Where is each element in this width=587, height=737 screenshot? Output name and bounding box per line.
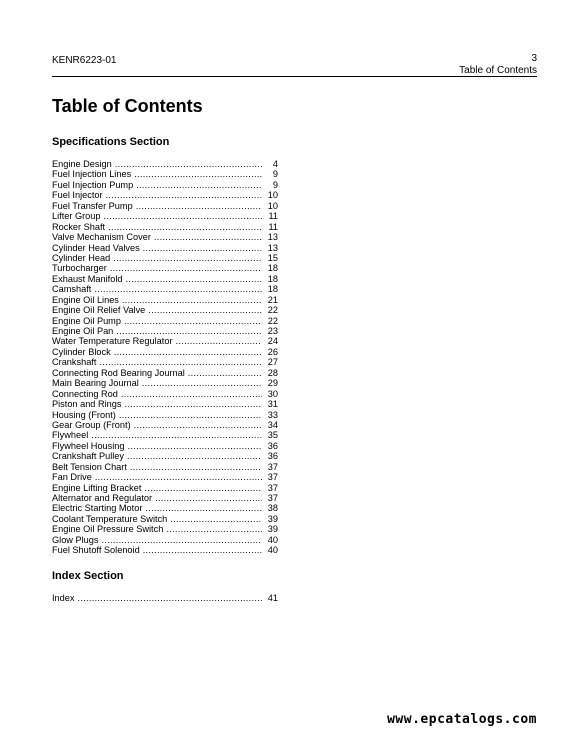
header-rule: [52, 76, 537, 77]
toc-entry-label: Connecting Rod Bearing Journal: [52, 367, 185, 378]
toc-entry-label: Alternator and Regulator: [52, 493, 153, 503]
toc-entry[interactable]: [52, 169, 278, 179]
toc-leader-dots: [113, 253, 262, 263]
toc-leader-dots: [91, 430, 262, 440]
toc-entry-label: Belt Tension Chart: [52, 461, 127, 472]
toc-entry[interactable]: [52, 326, 278, 336]
toc-entry-label: Main Bearing Journal: [52, 378, 139, 389]
toc-leader-dots: [110, 263, 262, 273]
toc-entry-label: Fuel Injection Lines: [52, 169, 132, 180]
toc-entry-label: Rocker Shaft: [52, 221, 106, 232]
toc-entry-label: Valve Mechanism Cover: [52, 232, 151, 243]
toc-leader-dots: [143, 545, 262, 555]
toc-entry-label: Engine Oil Lines: [52, 294, 119, 305]
toc-entry-page: 40: [267, 545, 278, 556]
toc-leader-dots: [170, 514, 262, 524]
toc-leader-dots: [127, 451, 262, 461]
toc-leader-dots: [148, 305, 262, 315]
toc-entry-label: Cylinder Block: [52, 346, 111, 357]
toc-entry-label: Electric Starting Motor: [52, 503, 143, 514]
toc-leader-dots: [122, 295, 262, 305]
toc-entry-label: Flywheel Housing: [52, 440, 125, 451]
toc-entry[interactable]: [52, 441, 278, 451]
toc-entry-page: 37: [267, 472, 278, 483]
toc-entry-page: 13: [267, 242, 278, 253]
toc-entry[interactable]: [52, 347, 278, 357]
toc-entry[interactable]: [52, 462, 278, 472]
toc-leader-dots: [136, 180, 262, 190]
toc-entry-label: Cylinder Head: [52, 252, 111, 263]
toc-entry[interactable]: [52, 263, 278, 273]
toc-entry-page: 21: [267, 294, 278, 305]
toc-entry-label: Flywheel: [52, 430, 89, 441]
toc-entry[interactable]: [52, 274, 278, 284]
toc-entry-label: Fuel Injection Pump: [52, 179, 134, 190]
toc-entry[interactable]: [52, 222, 278, 232]
toc-entry-label: Index: [52, 593, 75, 603]
toc-entry-label: Piston and Rings: [52, 399, 122, 410]
toc-entry-page: 37: [267, 482, 278, 493]
specifications-section-heading: Specifications Section: [52, 136, 170, 148]
toc-entry-page: 15: [267, 252, 278, 263]
toc-entry-label: Crankshaft: [52, 357, 97, 368]
watermark: www.epcatalogs.com: [387, 712, 537, 727]
toc-entry-page: 30: [267, 388, 278, 399]
toc-entry-label: Cylinder Head Valves: [52, 242, 140, 253]
toc-leader-dots: [144, 483, 262, 493]
toc-entry[interactable]: [52, 472, 278, 482]
toc-entry-page: 41: [267, 593, 278, 603]
toc-entry-label: Engine Design: [52, 159, 112, 169]
toc-leader-dots: [114, 347, 262, 357]
toc-leader-dots: [99, 357, 262, 367]
toc-entry-page: 9: [272, 179, 278, 190]
toc-leader-dots: [142, 378, 262, 388]
running-title: Table of Contents: [459, 65, 537, 76]
toc-entry[interactable]: [52, 483, 278, 493]
toc-entry-page: 37: [267, 461, 278, 472]
toc-entry-page: 39: [267, 524, 278, 535]
toc-leader-dots: [176, 336, 262, 346]
toc-leader-dots: [166, 524, 262, 534]
toc-entry[interactable]: [52, 514, 278, 524]
toc-entry-page: 18: [267, 273, 278, 284]
toc-entry-page: 27: [267, 357, 278, 368]
toc-entry-label: Fuel Transfer Pump: [52, 200, 133, 211]
toc-entry-page: 22: [267, 305, 278, 316]
toc-leader-dots: [188, 368, 262, 378]
index-section-heading: Index Section: [52, 570, 124, 582]
toc-leader-dots: [94, 284, 262, 294]
toc-leader-dots: [106, 190, 262, 200]
toc-entry-label: Housing (Front): [52, 409, 116, 420]
toc-entry[interactable]: [52, 316, 278, 326]
toc-entry[interactable]: [52, 211, 278, 221]
index-toc-list: [52, 593, 278, 603]
toc-entry[interactable]: [52, 243, 278, 253]
toc-entry-page: 31: [267, 399, 278, 410]
toc-entry-page: 22: [267, 315, 278, 326]
toc-leader-dots: [155, 493, 262, 503]
toc-entry-label: Engine Oil Pump: [52, 315, 121, 326]
toc-entry-page: 18: [267, 263, 278, 274]
toc-leader-dots: [121, 389, 262, 399]
toc-entry-label: Engine Lifting Bracket: [52, 482, 142, 493]
toc-entry[interactable]: [52, 253, 278, 263]
toc-entry-page: 23: [267, 326, 278, 336]
toc-entry[interactable]: [52, 201, 278, 211]
toc-entry[interactable]: [52, 503, 278, 513]
toc-entry[interactable]: [52, 159, 278, 169]
toc-entry-page: 28: [267, 367, 278, 378]
toc-leader-dots: [108, 222, 262, 232]
toc-entry-page: 40: [267, 534, 278, 545]
toc-entry-page: 11: [268, 221, 278, 232]
toc-entry-label: Camshaft: [52, 284, 92, 295]
toc-entry-page: 38: [267, 503, 278, 514]
toc-leader-dots: [154, 232, 262, 242]
toc-entry-page: 10: [267, 200, 278, 211]
page-number: 3: [531, 53, 537, 64]
toc-entry[interactable]: [52, 545, 278, 555]
toc-entry[interactable]: [52, 295, 278, 305]
toc-entry[interactable]: [52, 305, 278, 315]
toc-entry[interactable]: [52, 368, 278, 378]
toc-entry[interactable]: [52, 378, 278, 388]
page-title: Table of Contents: [52, 96, 203, 116]
header-right: [459, 53, 537, 77]
toc-leader-dots: [101, 535, 262, 545]
toc-leader-dots: [134, 169, 262, 179]
document-number: KENR6223-01: [52, 55, 117, 66]
toc-entry-label: Lifter Group: [52, 211, 101, 222]
toc-entry[interactable]: [52, 284, 278, 294]
toc-entry-label: Exhaust Manifold: [52, 273, 123, 284]
toc-leader-dots: [115, 159, 262, 169]
toc-entry-page: 36: [267, 451, 278, 462]
toc-leader-dots: [124, 399, 262, 409]
toc-entry[interactable]: [52, 535, 278, 545]
toc-entry-page: 13: [267, 232, 278, 243]
toc-entry[interactable]: [52, 232, 278, 242]
toc-entry-page: 39: [267, 513, 278, 524]
toc-entry-page: 35: [267, 430, 278, 441]
toc-leader-dots: [104, 211, 262, 221]
toc-leader-dots: [136, 201, 262, 211]
toc-entry-label: Connecting Rod: [52, 388, 118, 399]
toc-entry[interactable]: [52, 420, 278, 430]
toc-leader-dots: [125, 274, 262, 284]
toc-leader-dots: [77, 593, 262, 603]
toc-leader-dots: [130, 462, 262, 472]
toc-entry-page: 36: [267, 440, 278, 451]
toc-leader-dots: [119, 410, 262, 420]
toc-entry-label: Fan Drive: [52, 472, 92, 483]
toc-entry-page: 18: [267, 284, 278, 295]
toc-entry[interactable]: [52, 524, 278, 534]
toc-leader-dots: [95, 472, 262, 482]
toc-entry-page: 10: [267, 190, 278, 201]
toc-entry-page: 4: [272, 159, 278, 169]
toc-entry[interactable]: [52, 493, 278, 503]
toc-entry-label: Gear Group (Front): [52, 419, 131, 430]
toc-entry-label: Turbocharger: [52, 263, 107, 274]
toc-entry[interactable]: [52, 593, 278, 603]
toc-entry[interactable]: [52, 399, 278, 409]
toc-entry[interactable]: [52, 357, 278, 367]
toc-entry-label: Glow Plugs: [52, 534, 99, 545]
toc-entry-page: 33: [267, 409, 278, 420]
toc-entry-page: 34: [267, 419, 278, 430]
toc-entry-page: 9: [272, 169, 278, 180]
toc-entry-label: Fuel Shutoff Solenoid: [52, 545, 140, 556]
toc-entry-page: 29: [267, 378, 278, 389]
toc-entry[interactable]: [52, 190, 278, 200]
toc-entry-label: Fuel Injector: [52, 190, 103, 201]
toc-leader-dots: [128, 441, 262, 451]
toc-leader-dots: [145, 503, 262, 513]
toc-entry-label: Water Temperature Regulator: [52, 336, 173, 347]
toc-entry-label: Engine Oil Pressure Switch: [52, 524, 164, 535]
toc-entry-label: Crankshaft Pulley: [52, 451, 125, 462]
toc-entry[interactable]: [52, 430, 278, 440]
toc-entry-page: 37: [267, 493, 278, 503]
toc-entry-label: Engine Oil Relief Valve: [52, 305, 146, 316]
toc-entry[interactable]: [52, 336, 278, 346]
toc-entry-page: 11: [268, 211, 278, 222]
toc-entry-label: Coolant Temperature Switch: [52, 513, 168, 524]
toc-leader-dots: [134, 420, 262, 430]
toc-leader-dots: [124, 316, 262, 326]
toc-entry[interactable]: [52, 410, 278, 420]
toc-entry[interactable]: [52, 389, 278, 399]
toc-leader-dots: [116, 326, 262, 336]
toc-entry[interactable]: [52, 451, 278, 461]
toc-entry-page: 24: [267, 336, 278, 347]
toc-entry[interactable]: [52, 180, 278, 190]
specifications-toc-list: [52, 159, 278, 556]
toc-entry-page: 26: [267, 346, 278, 357]
toc-leader-dots: [143, 243, 262, 253]
toc-entry-label: Engine Oil Pan: [52, 326, 114, 336]
